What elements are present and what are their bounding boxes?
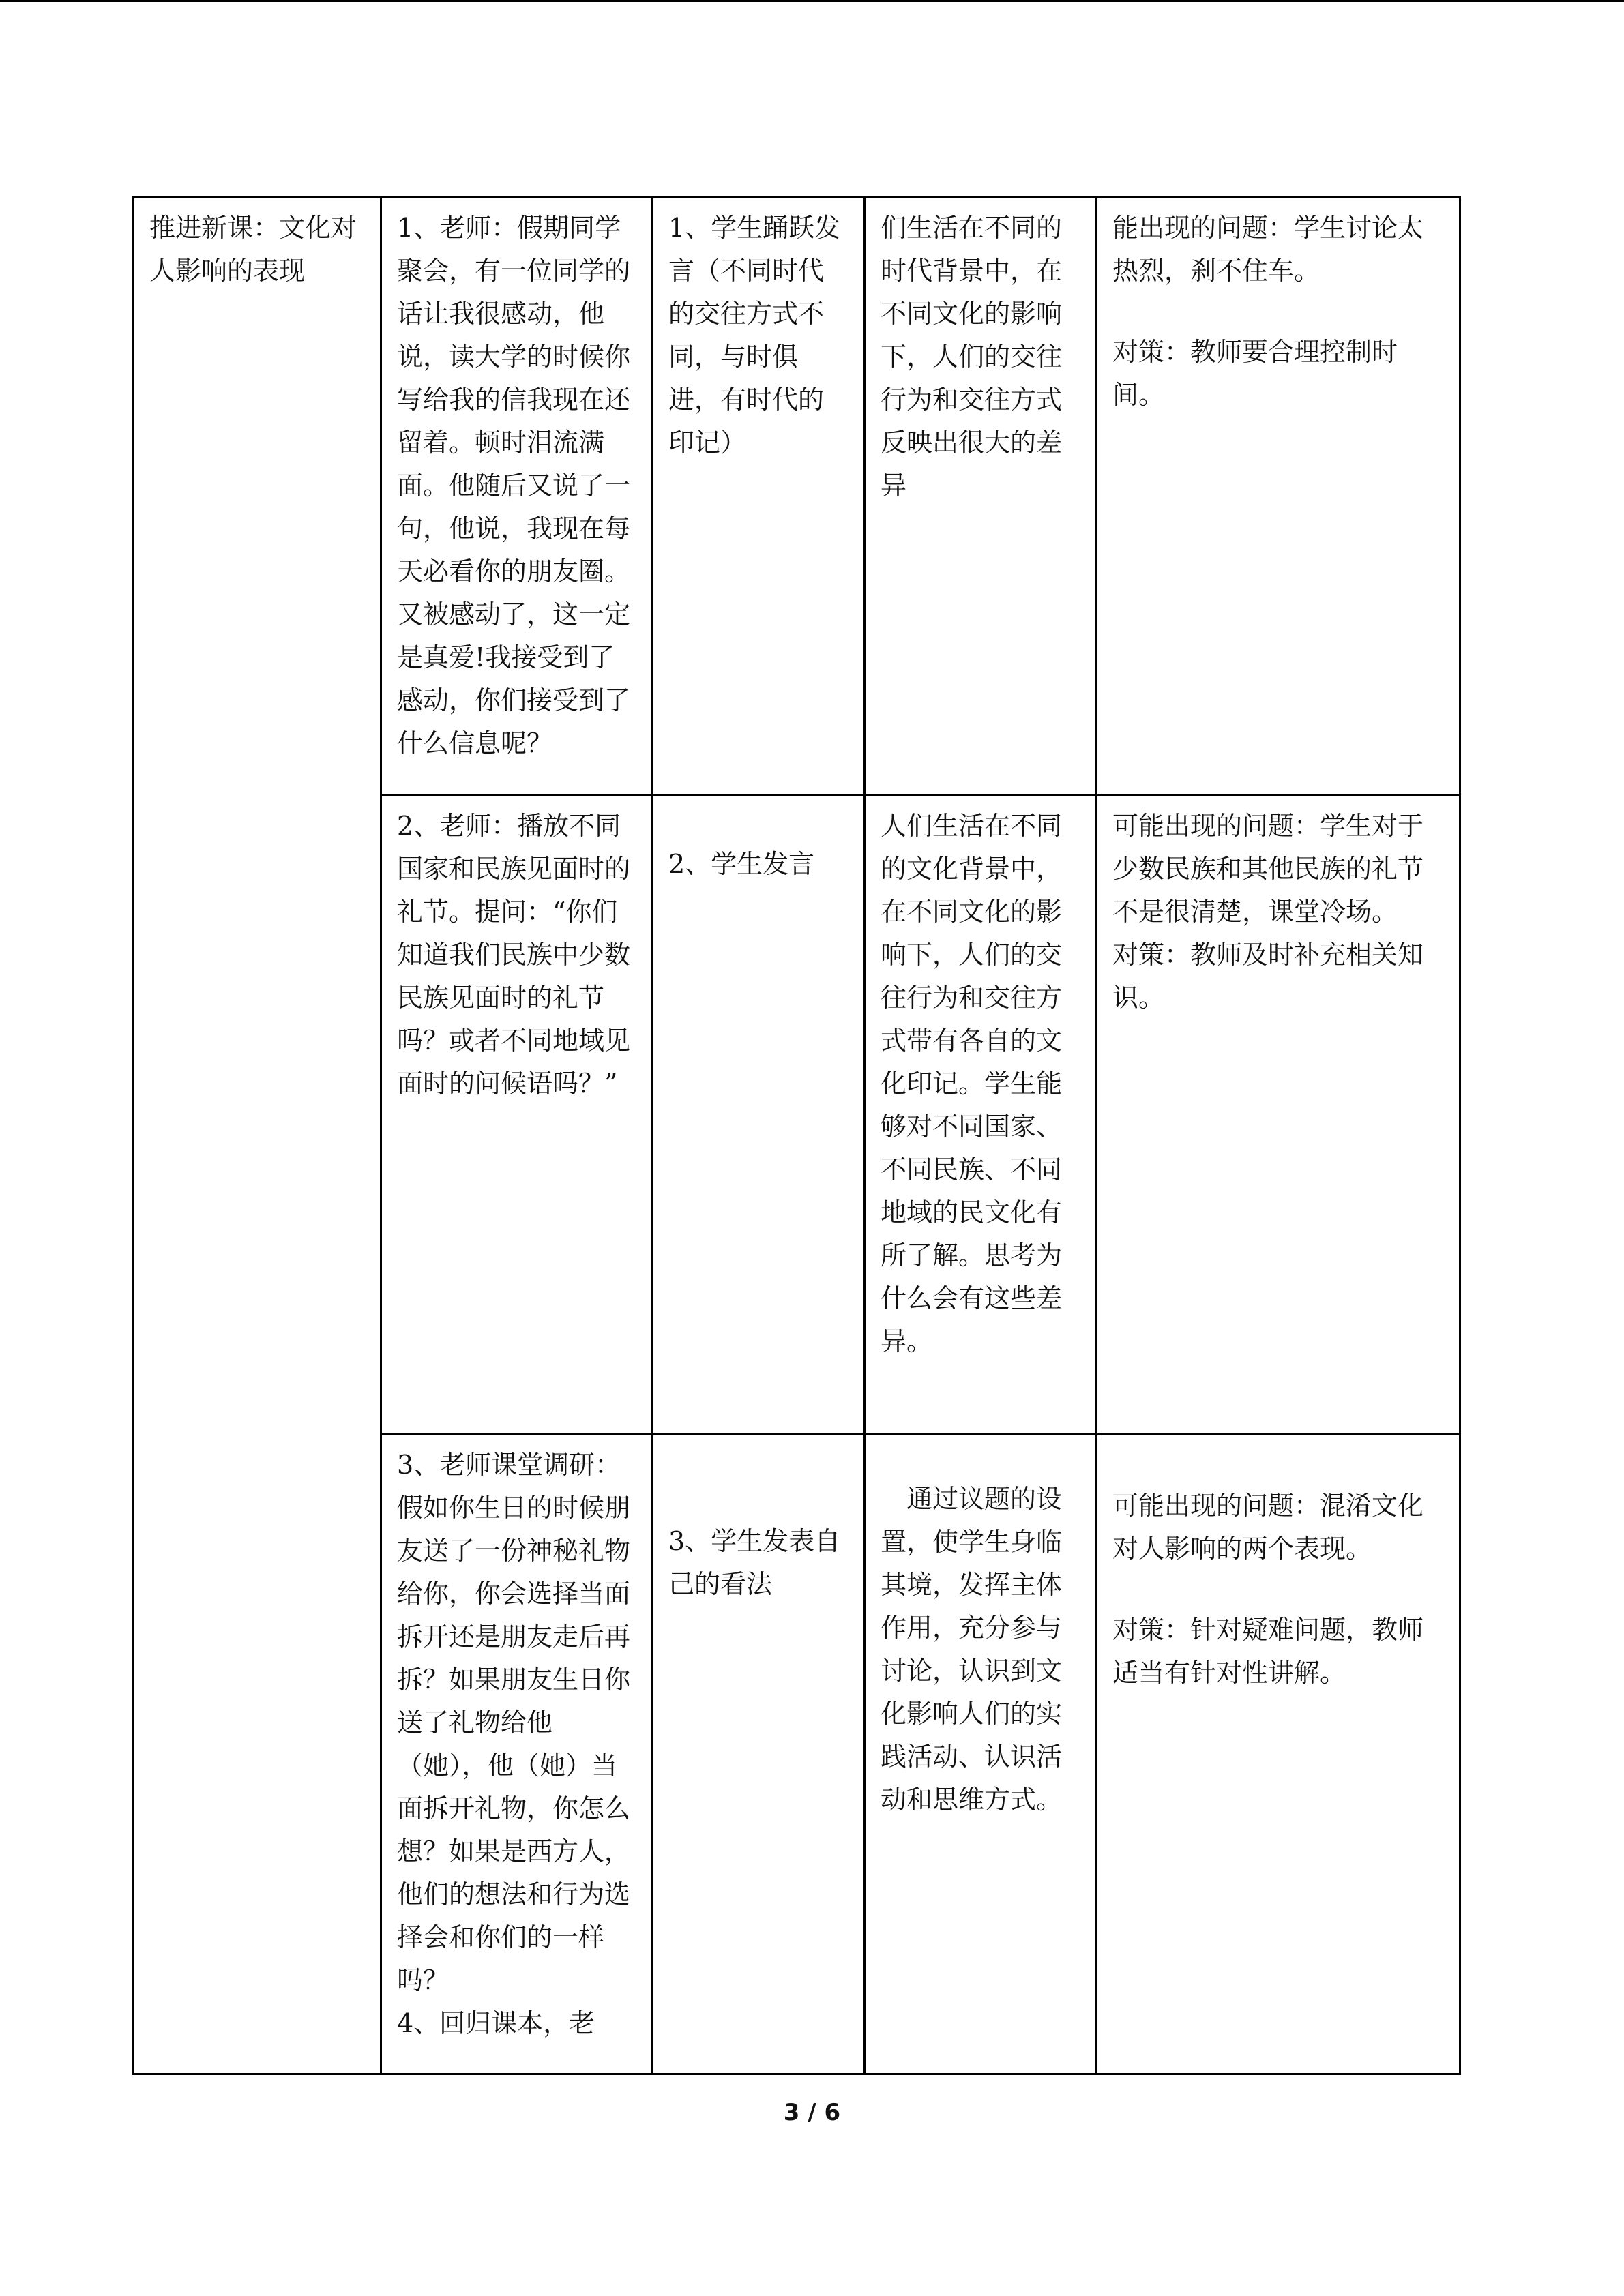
paragraph-gap (881, 1444, 1079, 1478)
student-activity-cell (653, 1435, 865, 2074)
possible-problem-text: 能出现的问题：学生讨论太热烈，刹不住车。 (1112, 213, 1424, 286)
student-activity-cell (653, 198, 865, 796)
student-activity-text: 1、学生踊跃发言（不同时代的交往方式不同，与时俱进，有时代的印记） (668, 213, 841, 458)
paragraph-gap (668, 1444, 847, 1520)
possible-problem-text: 可能出现的问题：学生对于少数民族和其他民族的礼节不是很清楚，课堂冷场。 (1112, 811, 1424, 927)
possible-problem-text: 可能出现的问题：混淆文化对人影响的两个表现。 (1112, 1491, 1424, 1564)
teacher-activity-cell (381, 796, 653, 1435)
student-activity-text: 3、学生发表自己的看法 (668, 1526, 841, 1599)
teacher-activity-text: 3、老师课堂调研：假如你生日的时候朋友送了一份神秘礼物给你，你会选择当面拆开还是朋友走后再拆？如果朋友生日你送了礼物给他（她），他（她）当面拆开礼物，你怎么想？如果是西方人，他们的想法和行为选择会和你们的一样吗？ (397, 1450, 631, 1995)
teacher-activity-continued: 4、回归课本，老 (397, 2008, 595, 2038)
page-top-border (0, 0, 1624, 2)
student-activity-text: 2、学生发言 (668, 849, 815, 879)
lesson-plan-table (132, 196, 1461, 2075)
design-intent-text: 通过议题的设置，使学生身临其境，发挥主体作用，充分参与讨论，认识到文化影响人们的实践活动、认识活动和思维方式。 (881, 1484, 1063, 1815)
design-intent-text: 们生活在不同的时代背景中，在不同文化的影响下，人们的交往行为和交往方式反映出很大的差异 (881, 213, 1063, 501)
student-activity-cell (653, 796, 865, 1435)
problem-strategy-cell (1097, 198, 1460, 796)
page-number: 3 / 6 (783, 2099, 841, 2126)
topic-cell (134, 198, 381, 2074)
teacher-activity-cell (381, 198, 653, 796)
topic-text: 推进新课：文化对人影响的表现 (149, 213, 357, 286)
paragraph-gap (1112, 1570, 1443, 1609)
design-intent-cell (865, 796, 1097, 1435)
problem-strategy-cell (1097, 796, 1460, 1435)
design-intent-cell (865, 1435, 1097, 2074)
strategy-text: 对策：针对疑难问题，教师适当有针对性讲解。 (1112, 1615, 1424, 1688)
teacher-activity-text: 2、老师：播放不同国家和民族见面时的礼节。提问：“你们知道我们民族中少数民族见面时的礼节吗？或者不同地域见面时的问候语吗？” (397, 811, 631, 1099)
teacher-activity-text: 1、老师：假期同学聚会，有一位同学的话让我很感动，他说，读大学的时候你写给我的信我现在还留着。顿时泪流满面。他随后又说了一句，他说，我现在每天必看你的朋友圈。又被感动了，这一定是真爱!我接受到了感动，你们接受到了什么信息呢？ (397, 213, 631, 758)
design-intent-text: 人们生活在不同的文化背景中，在不同文化的影响下，人们的交往行为和交往方式带有各自的文化印记。学生能够对不同国家、不同民族、不同地域的民文化有所了解。思考为什么会有这些差异。 (881, 811, 1063, 1356)
teacher-activity-cell (381, 1435, 653, 2074)
design-intent-cell (865, 198, 1097, 796)
strategy-text: 对策：教师要合理控制时间。 (1112, 337, 1398, 410)
paragraph-gap (1112, 293, 1443, 331)
paragraph-gap (1112, 1444, 1443, 1485)
strategy-text: 对策：教师及时补充相关知识。 (1112, 940, 1424, 1013)
problem-strategy-cell (1097, 1435, 1460, 2074)
paragraph-gap (668, 805, 847, 843)
table-row (134, 198, 1460, 796)
